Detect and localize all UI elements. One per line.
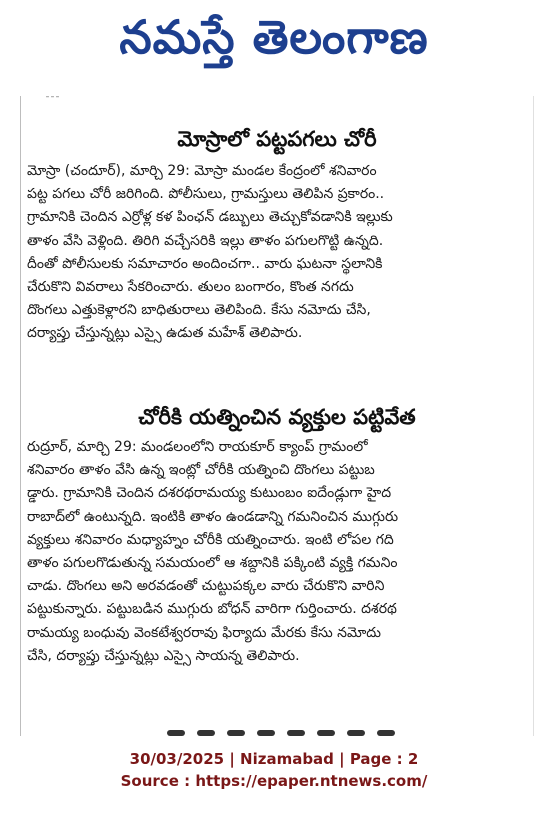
article2-line: డ్డారు. గ్రామానికి చెందిన దశరథరామయ్య కుటుంబం ఐదేండ్లుగా హైద xyxy=(27,485,392,502)
edition-info: 30/03/2025 | Nizamabad | Page : 2 xyxy=(129,750,419,768)
article2-line: శనివారం తాళం వేసి ఉన్న ఇంట్లో చోరీకి యత్నించి దొంగలు పట్టుబ xyxy=(27,462,375,479)
cut-off-next-headline xyxy=(161,724,401,736)
article2-line: చాడు. దొంగలు అని అరవడంతో చుట్టుపక్కల వారు చేరుకొని వారిని xyxy=(27,578,385,595)
article2-line: రుద్రూర్, మార్చి 29: మండలంలోని రాయకూర్ క్యాంప్ గ్రామంలో xyxy=(27,439,368,455)
article1-line: గ్రామానికి చెందిన ఎర్రోళ్ల కళ పింఛన్ డబ్బులు తెచ్చుకోవడానికి ఇల్లుకు xyxy=(27,209,393,226)
newspaper-masthead xyxy=(0,0,548,86)
article1-line: దొంగలు ఎత్తుకెళ్లారని బాధితురాలు తెలిపింది. కేసు నమోదు చేసి, xyxy=(27,302,371,319)
article1-line: దర్యాప్తు చేస్తున్నట్లు ఎస్సై ఉడుత మహేశ్ తెలిపారు. xyxy=(27,325,303,342)
article1-line: చేరుకొని వివరాలు సేకరించారు. తులం బంగారం, కొంత నగదు xyxy=(27,278,354,295)
article2-body xyxy=(27,436,527,668)
article2-line: చేసి, దర్యాప్తు చేస్తున్నట్లు ఎస్సై సాయన్న తెలిపారు. xyxy=(27,647,300,664)
article2-line: రామయ్య బంధువు వెంకటేశ్వరరావు ఫిర్యాదు మేరకు కేసు నమోదు xyxy=(27,624,381,641)
article1-line: దీంతో పోలీసులకు సమాచారం అందించగా.. వారు ఘటనా స్థలానికి xyxy=(27,255,383,272)
article1-line: పట్ట పగలు చోరీ జరిగింది. పోలీసులు, గ్రామస్తులు తెలిపిన ప్రకారం.. xyxy=(27,186,385,203)
article2-headline: చోరీకి యత్నించిన వ్యక్తుల పట్టివేత xyxy=(138,405,416,429)
article2-line: రాబాద్‌లో ఉంటున్నది. ఇంటికి తాళం ఉండడాన్ని గమనించిన ముగ్గురు xyxy=(27,508,399,525)
article1-headline: మోస్రాలో పట్టపగలు చోరీ xyxy=(177,127,377,151)
article1-body xyxy=(27,160,527,346)
article2-line: తాళం పగులగొడుతున్న సమయంలో ఆ శబ్దానికి పక్కింటి వ్యక్తి గమనిం xyxy=(27,554,398,571)
article2-line: పట్టుకున్నారు. పట్టుబడిన ముగ్గురు బోధన్ వారిగా గుర్తించారు. దశరథ xyxy=(27,601,397,618)
article1-line: తాళం వేసి వెళ్లింది. తిరిగి వచ్చేసరికి ఇల్లు తాళం పగులగొట్టి ఉన్నది. xyxy=(27,232,384,249)
masthead-logo-text: నమస్తే తెలంగాణ xyxy=(119,10,429,64)
source-url: Source : https://epaper.ntnews.com/ xyxy=(120,772,428,790)
stray-mark: ˉˉˉ xyxy=(45,96,60,107)
news-clipping xyxy=(20,96,534,736)
article1-line: మోస్రా (చందూర్), మార్చి 29: మోస్రా మండల కేంద్రంలో శనివారం xyxy=(27,163,377,179)
article2-line: వ్యక్తులు శనివారం మధ్యాహ్నం చోరీకి యత్నించారు. ఇంటి లోపల గది xyxy=(27,531,394,548)
page-footer xyxy=(0,748,548,792)
